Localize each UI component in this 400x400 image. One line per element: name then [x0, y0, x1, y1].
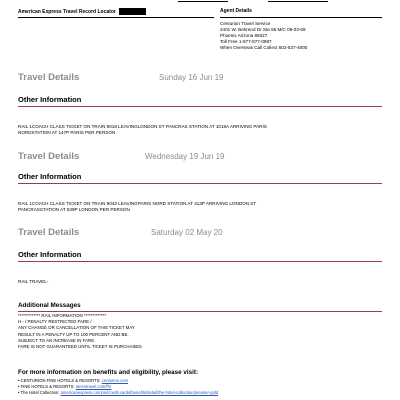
agent-details — [220, 8, 382, 51]
agent-line: Toll Free 1-877-877-0987 — [220, 39, 272, 44]
message-line: ************* RAIL INFORMATION ************* — [18, 313, 107, 318]
record-locator-label: American Express Travel Record Locator — [18, 9, 116, 15]
benefits-list — [18, 378, 382, 396]
benefit-label: • CENTURION FINE HOTELS & RESORTS: — [18, 378, 102, 383]
clipped-rule — [178, 0, 228, 2]
info-line: RAIL 1COACH CLASS TICKET ON TRAIN 9043 LEAVINGPARIS NORD STATION AT 413P ARRIVING LONDON ST — [18, 201, 257, 206]
travel-date: Sunday 16 Jun 19 — [159, 73, 224, 82]
record-locator — [18, 8, 146, 15]
info-line: NORDSTATION AT 147P PARIS PER PERSON — [18, 130, 116, 135]
locator-rule — [18, 17, 214, 18]
benefit-link[interactable]: centurion.com — [101, 378, 129, 383]
agent-line: When Overseas Call Collect 602-537-4000 — [220, 45, 308, 50]
message-line: ANY CHANGE OR CANCELLATION OF THIS TICKET MAY — [18, 325, 135, 331]
benefit-link[interactable]: americanexpress.com/us/credit-cards/benefits/detail/the-hotel-collection/premier-gold — [60, 390, 219, 395]
travel-details-title: Travel Details — [18, 227, 80, 238]
more-information — [18, 369, 382, 376]
clipped-rule — [268, 0, 328, 2]
agent-details-title: Agent Details — [220, 8, 252, 14]
clipped-top-header — [18, 0, 382, 4]
message-line: H - / PENALTY RESTRICTED FARE / — [18, 319, 92, 325]
benefit-item — [18, 390, 382, 396]
travel-date: Saturday 02 May 20 — [151, 228, 223, 237]
travel-date: Wednesday 19 Jun 19 — [145, 152, 225, 161]
agent-line: Phoenix Arizona 85027 — [220, 33, 268, 38]
other-information-1 — [18, 95, 382, 107]
redacted-locator-value — [119, 8, 146, 15]
additional-messages-text — [18, 313, 382, 350]
other-information-text — [18, 124, 382, 136]
other-information-title: Other Information — [18, 95, 82, 104]
additional-messages-title: Additional Messages — [18, 302, 81, 309]
travel-details-title: Travel Details — [18, 72, 80, 83]
message-line: FARE IS NOT GUARANTEED UNTIL TICKET IS PURCHASED. — [18, 344, 143, 350]
section-rule — [18, 311, 382, 312]
section-rule — [18, 183, 382, 184]
additional-messages — [18, 302, 382, 312]
other-information-title: Other Information — [18, 172, 82, 181]
travel-details-title: Travel Details — [18, 151, 80, 162]
other-information-2 — [18, 172, 382, 184]
message-line: RESULT IN A PENALTY UP TO 100 PERCENT AND BE. — [18, 331, 129, 337]
info-line: RAIL 1COACH CLASS TICKET ON TRAIN 9018 LEAVINGLONDON ST PANCRAS STATION AT 1018A ARRIVING PARIS — [18, 124, 267, 129]
benefit-label: • FINE HOTELS & RESORTS: — [18, 384, 76, 389]
benefit-link[interactable]: amextravel.com/fhr — [75, 384, 112, 389]
benefit-label: • The Hotel Collection: — [18, 390, 61, 395]
section-rule — [18, 261, 382, 262]
other-information-3 — [18, 250, 382, 262]
section-rule — [18, 106, 382, 107]
info-line: RAIL TRAVEL- — [18, 279, 49, 284]
agent-line: 2401 W. Behrend Dr Ste.55 M/C 08-03-69 — [220, 27, 306, 32]
message-line: SUBJECT TO AN INCREASE IN FARE. — [18, 337, 96, 343]
agent-line: Centurion Travel Service — [220, 21, 271, 26]
other-information-text — [18, 279, 382, 285]
more-information-title: For more information on benefits and eligibility, please visit: — [18, 369, 199, 376]
other-information-text — [18, 201, 382, 213]
other-information-title: Other Information — [18, 250, 82, 259]
info-line: PANCRASSTATION AT 539P LONDON PER PERSON — [18, 207, 130, 212]
agent-rule — [220, 17, 382, 18]
